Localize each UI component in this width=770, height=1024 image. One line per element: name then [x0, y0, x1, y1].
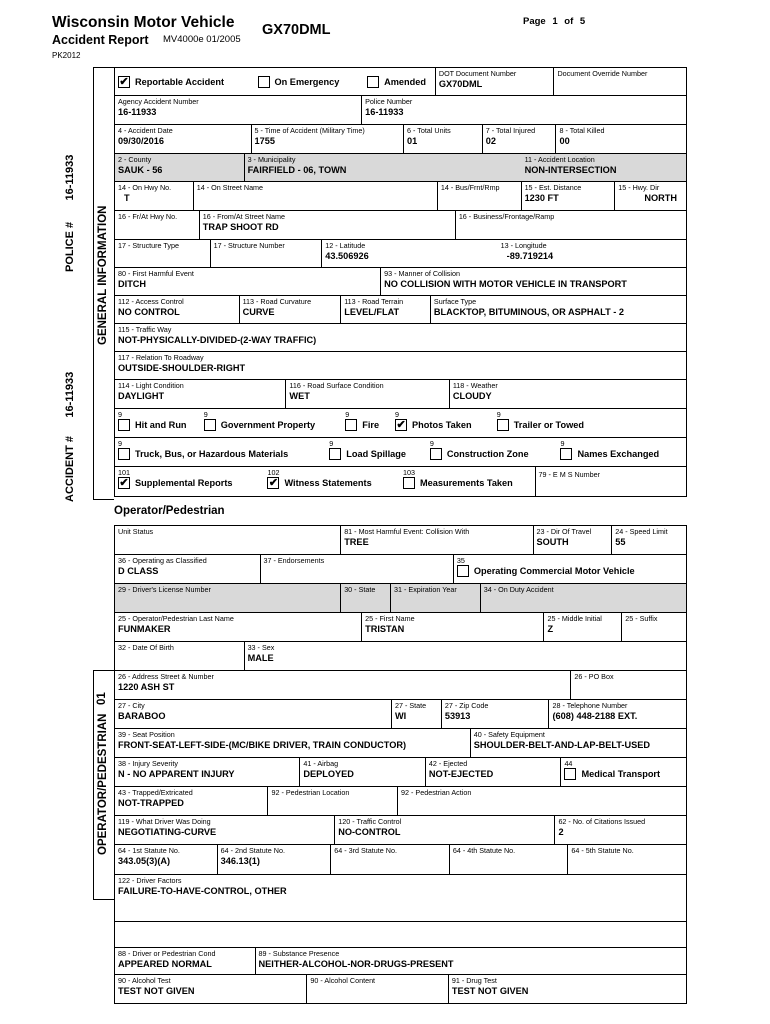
- traffic-control: NO-CONTROL: [338, 827, 401, 837]
- traffic-way: NOT-PHYSICALLY-DIVIDED-(2-WAY TRAFFIC): [118, 335, 317, 345]
- measurements-taken-label: Measurements Taken: [420, 478, 513, 488]
- middle-initial: Z: [547, 624, 554, 634]
- operator-label: OPERATOR/PEDESTRIAN: [97, 713, 109, 855]
- page-total: 5: [579, 16, 586, 27]
- on-emergency-label: On Emergency: [274, 77, 340, 87]
- field-number: 9: [429, 439, 434, 448]
- empty-box-icon: [497, 419, 509, 431]
- police-number-vertical: [64, 154, 78, 272]
- page-of-label: of: [564, 16, 574, 27]
- police-number-value: 16-11933: [365, 107, 404, 117]
- traffic-control-label: 120 - Traffic Control: [338, 817, 402, 826]
- dir-travel: SOUTH: [536, 537, 569, 547]
- last-name: FUNMAKER: [118, 624, 171, 634]
- relation-roadway: OUTSIDE-SHOULDER-RIGHT: [118, 363, 246, 373]
- police-number-label: Police Number: [365, 97, 413, 106]
- total-injured-label: 7 - Total Injured: [485, 126, 536, 135]
- statute-2-label: 64 - 2nd Statute No.: [220, 846, 285, 855]
- trailer-towed-checkbox[interactable]: [497, 419, 683, 431]
- empty-box-icon: [258, 76, 270, 88]
- construction-zone-label: Construction Zone: [446, 449, 529, 459]
- road-terrain-label: 113 - Road Terrain: [344, 297, 404, 306]
- endorsements-label: 37 - Endorsements: [263, 556, 325, 565]
- field-number: 102: [267, 468, 280, 477]
- empty-box-icon: [118, 419, 130, 431]
- truck-bus-label: Truck, Bus, or Hazardous Materials: [135, 449, 289, 459]
- license-state-label: 30 - State: [344, 585, 376, 594]
- alcohol-test-label: 90 - Alcohol Test: [118, 976, 171, 985]
- drug-test-label: 91 - Drug Test: [451, 976, 497, 985]
- injury-severity: N - NO APPARENT INJURY: [118, 769, 235, 779]
- ems-number-label: 79 - E M S Number: [538, 470, 601, 479]
- sex-label: 33 - Sex: [247, 643, 275, 652]
- police-number: 16-11933: [64, 154, 76, 201]
- commercial-vehicle-checkbox[interactable]: [457, 565, 683, 577]
- ejected-label: 42 - Ejected: [428, 759, 468, 768]
- field-number: 9: [118, 439, 122, 448]
- reportable-accident-checkbox[interactable]: [118, 76, 224, 88]
- safety-equipment-label: 40 - Safety Equipment: [473, 730, 545, 739]
- photos-taken-checkbox[interactable]: [395, 419, 491, 431]
- driver-cond: APPEARED NORMAL: [118, 959, 212, 969]
- on-hwy: T: [124, 193, 130, 203]
- accident-number: 16-11933: [64, 371, 76, 418]
- measurements-taken-checkbox[interactable]: [403, 477, 532, 489]
- road-curvature-label: 113 - Road Curvature: [242, 297, 312, 306]
- zip: 53913: [444, 711, 471, 721]
- gov-property-checkbox[interactable]: [204, 419, 340, 431]
- ejected: NOT-EJECTED: [428, 769, 494, 779]
- page-number: 1: [552, 16, 558, 27]
- manner-collision: NO COLLISION WITH MOTOR VEHICLE IN TRANSPORT: [384, 279, 627, 289]
- operator-heading: Operator/Pedestrian: [114, 505, 225, 517]
- names-exchanged-checkbox[interactable]: [560, 448, 683, 460]
- empty-box-icon: [564, 768, 576, 780]
- structure-number-label: 17 - Structure Number: [213, 241, 285, 250]
- accident-date-label: 4 - Accident Date: [118, 126, 173, 135]
- fr-hwy-label: 16 - Fr/At Hwy No.: [118, 212, 178, 221]
- classified-label: 36 - Operating as Classified: [118, 556, 207, 565]
- citations-label: 62 - No. of Citations Issued: [558, 817, 646, 826]
- accident-location-label: 11 - Accident Location: [524, 155, 595, 164]
- relation-roadway-label: 117 - Relation To Roadway: [118, 353, 204, 362]
- accident-time-label: 5 - Time of Accident (Military Time): [254, 126, 365, 135]
- empty-box-icon: [457, 565, 469, 577]
- structure-type-label: 17 - Structure Type: [118, 241, 179, 250]
- total-killed: 00: [559, 136, 570, 146]
- fr-street: TRAP SHOOT RD: [202, 222, 279, 232]
- amended-label: Amended: [384, 77, 426, 87]
- empty-box-icon: [430, 448, 442, 460]
- citations: 2: [558, 827, 564, 837]
- empty-box-icon: [329, 448, 341, 460]
- distance: 1230 FT: [524, 193, 559, 203]
- hwy-dir: NORTH: [644, 193, 677, 203]
- seat-position: FRONT-SEAT-LEFT-SIDE-(MC/BIKE DRIVER, TRAIN CONDUCTOR): [118, 740, 407, 750]
- agency-number-label: Agency Accident Number: [118, 97, 199, 106]
- statute-3-label: 64 - 3rd Statute No.: [334, 846, 397, 855]
- empty-box-icon: [118, 448, 130, 460]
- zip-label: 27 - Zip Code: [444, 701, 489, 710]
- accident-location: NON-INTERSECTION: [524, 165, 617, 175]
- drug-test: TEST NOT GIVEN: [451, 986, 529, 996]
- page-label: Page: [523, 16, 546, 27]
- weather: CLOUDY: [452, 391, 492, 401]
- witness-statements-label: Witness Statements: [284, 478, 372, 488]
- harmful-event: DITCH: [118, 279, 147, 289]
- hit-and-run-checkbox[interactable]: [118, 419, 198, 431]
- fr-street-label: 16 - From/At Street Name: [202, 212, 285, 221]
- manner-collision-label: 93 - Manner of Collision: [384, 269, 460, 278]
- on-hwy-label: 14 - On Hwy No.: [118, 183, 172, 192]
- statute-4-label: 64 - 4th Statute No.: [452, 846, 516, 855]
- field-number: 9: [395, 410, 400, 419]
- general-info-label: GENERAL INFORMATION: [97, 205, 109, 345]
- on-street-label: 14 - On Street Name: [196, 183, 264, 192]
- license-label: 29 - Driver's License Number: [118, 585, 211, 594]
- check-icon: ✔: [119, 477, 129, 489]
- field-number: 9: [329, 439, 334, 448]
- statute-2: 346.13(1): [220, 856, 260, 866]
- po-box-label: 26 - PO Box: [574, 672, 614, 681]
- address: 1220 ASH ST: [118, 682, 175, 692]
- empty-box-icon: [345, 419, 357, 431]
- city-label: 27 - City: [118, 701, 145, 710]
- witness-statements-checkbox[interactable]: [267, 477, 397, 489]
- photos-taken-label: Photos Taken: [412, 420, 472, 430]
- driver-factors-label: 122 - Driver Factors: [118, 876, 182, 885]
- statute-1-label: 64 - 1st Statute No.: [118, 846, 180, 855]
- state: WI: [395, 711, 407, 721]
- dir-travel-label: 23 - Dir Of Travel: [536, 527, 592, 536]
- operator-section: [114, 525, 687, 1004]
- alcohol-test: TEST NOT GIVEN: [118, 986, 195, 996]
- supplemental-reports-checkbox[interactable]: [118, 477, 261, 489]
- road-surface-label: 116 - Road Surface Condition: [289, 381, 384, 390]
- latitude-label: 12 - Latitude: [325, 241, 366, 250]
- first-name: TRISTAN: [365, 624, 405, 634]
- business-label: 16 - Business/Frontage/Ramp: [458, 212, 555, 221]
- load-spillage-checkbox[interactable]: [329, 448, 424, 460]
- pk-code: PK2012: [52, 51, 81, 60]
- collision-with-label: 81 - Most Harmful Event: Collision With: [344, 527, 470, 536]
- driver-cond-label: 88 - Driver or Pedestrian Cond: [118, 949, 216, 958]
- middle-initial-label: 25 - Middle Initial: [547, 614, 602, 623]
- speed-limit: 55: [615, 537, 626, 547]
- fire-checkbox[interactable]: [345, 419, 389, 431]
- bus-frnt-label: 14 - Bus/Frnt/Rmp: [440, 183, 500, 192]
- statute-5-label: 64 - 5th Statute No.: [571, 846, 634, 855]
- alcohol-content-label: 90 - Alcohol Content: [310, 976, 376, 985]
- driver-doing-label: 119 - What Driver Was Doing: [118, 817, 211, 826]
- road-terrain: LEVEL/FLAT: [344, 307, 400, 317]
- road-surface: WET: [289, 391, 310, 401]
- total-killed-label: 8 - Total Killed: [559, 126, 605, 135]
- expiration-label: 31 - Expiration Year: [394, 585, 457, 594]
- empty-box-icon: [403, 477, 415, 489]
- light-condition-label: 114 - Light Condition: [118, 381, 184, 390]
- operator-number: 01: [96, 692, 108, 705]
- accident-time: 1755: [254, 136, 275, 146]
- report-subtitle: Accident Report: [52, 33, 149, 47]
- accident-date: 09/30/2016: [118, 136, 164, 146]
- sex: MALE: [247, 653, 274, 663]
- reportable-label: Reportable Accident: [135, 77, 224, 87]
- access-control: NO CONTROL: [118, 307, 180, 317]
- field-number: 9: [560, 439, 565, 448]
- accident-number-vertical: [64, 371, 78, 502]
- agency-number: 16-11933: [118, 107, 157, 117]
- total-units: 01: [406, 136, 418, 146]
- check-icon: ✔: [396, 419, 406, 431]
- speed-limit-label: 24 - Speed Limit: [615, 527, 668, 536]
- phone-label: 28 - Telephone Number: [552, 701, 628, 710]
- weather-label: 118 - Weather: [452, 381, 498, 390]
- trapped-label: 43 - Trapped/Extricated: [118, 788, 193, 797]
- county: SAUK - 56: [118, 165, 163, 175]
- page-indicator: [523, 16, 585, 27]
- longitude: -89.719214: [506, 251, 554, 261]
- unit-status-label: Unit Status: [118, 527, 154, 536]
- field-number: 9: [345, 410, 350, 419]
- general-information-section: [114, 67, 687, 497]
- injury-severity-label: 38 - Injury Severity: [118, 759, 178, 768]
- last-name-label: 25 - Operator/Pedestrian Last Name: [118, 614, 234, 623]
- medical-transport-label: Medical Transport: [581, 769, 661, 779]
- fire-label: Fire: [362, 420, 380, 430]
- municipality-label: 3 - Municipality: [247, 155, 296, 164]
- field-number: 101: [118, 468, 130, 477]
- road-curvature: CURVE: [242, 307, 275, 317]
- safety-equipment: SHOULDER-BELT-AND-LAP-BELT-USED: [473, 740, 651, 750]
- empty-box-icon: [204, 419, 216, 431]
- traffic-way-label: 115 - Traffic Way: [118, 325, 172, 334]
- city: BARABOO: [118, 711, 166, 721]
- report-title: Wisconsin Motor Vehicle: [52, 14, 235, 31]
- load-spillage-label: Load Spillage: [346, 449, 406, 459]
- pedestrian-location-label: 92 - Pedestrian Location: [271, 788, 350, 797]
- police-label: POLICE #: [64, 221, 76, 272]
- hit-and-run-label: Hit and Run: [135, 420, 187, 430]
- field-number: 9: [203, 410, 208, 419]
- amended-checkbox[interactable]: [367, 76, 426, 88]
- override-label: Document Override Number: [557, 69, 648, 78]
- dot-doc-value: GX70DML: [438, 79, 483, 89]
- distance-label: 15 - Est. Distance: [524, 183, 582, 192]
- classified: D CLASS: [118, 566, 159, 576]
- light-condition: DAYLIGHT: [118, 391, 165, 401]
- substance-label: 89 - Substance Presence: [258, 949, 340, 958]
- on-duty-label: 34 - On Duty Accident: [483, 585, 554, 594]
- substance: NEITHER-ALCOHOL-NOR-DRUGS-PRESENT: [258, 959, 454, 969]
- construction-zone-checkbox[interactable]: [430, 448, 555, 460]
- supplemental-reports-label: Supplemental Reports: [135, 478, 233, 488]
- driver-factors: FAILURE-TO-HAVE-CONTROL, OTHER: [118, 886, 287, 896]
- form-code: MV4000e 01/2005: [163, 34, 241, 45]
- document-id: GX70DML: [262, 22, 331, 38]
- seat-position-label: 39 - Seat Position: [118, 730, 175, 739]
- truck-bus-checkbox[interactable]: [118, 448, 323, 460]
- total-injured: 02: [485, 136, 496, 146]
- empty-box-icon: [367, 76, 379, 88]
- collision-with: TREE: [344, 537, 369, 547]
- dot-doc-label: DOT Document Number: [438, 69, 517, 78]
- trailer-towed-label: Trailer or Towed: [513, 420, 584, 430]
- latitude: 43.506926: [325, 251, 369, 261]
- address-label: 26 - Address Street & Number: [118, 672, 214, 681]
- field-number: 103: [403, 468, 415, 477]
- total-units-label: 6 - Total Units: [406, 126, 451, 135]
- airbag: DEPLOYED: [303, 769, 354, 779]
- surface-type: BLACKTOP, BITUMINOUS, OR ASPHALT - 2: [433, 307, 624, 317]
- empty-box-icon: [560, 448, 572, 460]
- check-icon: ✔: [119, 76, 129, 88]
- airbag-label: 41 - Airbag: [303, 759, 339, 768]
- on-emergency-checkbox[interactable]: [258, 76, 340, 88]
- phone: (608) 448-2188 EXT.: [552, 711, 638, 721]
- driver-doing: NEGOTIATING-CURVE: [118, 827, 217, 837]
- dob-label: 32 - Date Of Birth: [118, 643, 174, 652]
- field-number: 44: [564, 759, 573, 768]
- harmful-event-label: 80 - First Harmful Event: [118, 269, 194, 278]
- county-label: 2 - County: [118, 155, 152, 164]
- trapped: NOT-TRAPPED: [118, 798, 184, 808]
- hwy-dir-label: 15 - Hwy. Dir: [618, 183, 660, 192]
- pedestrian-action-label: 92 - Pedestrian Action: [401, 788, 472, 797]
- municipality: FAIRFIELD - 06, TOWN: [247, 165, 347, 175]
- suffix-label: 25 - Suffix: [625, 614, 658, 623]
- field-number: 9: [496, 410, 501, 419]
- commercial-vehicle-label: Operating Commercial Motor Vehicle: [473, 566, 635, 576]
- accident-label: ACCIDENT #: [64, 435, 76, 502]
- field-number: 35: [456, 556, 465, 565]
- longitude-label: 13 - Longitude: [500, 241, 547, 250]
- state-label: 27 - State: [395, 701, 427, 710]
- gov-property-label: Government Property: [220, 420, 316, 430]
- access-control-label: 112 - Access Control: [118, 297, 184, 306]
- medical-transport-checkbox[interactable]: [564, 768, 683, 780]
- first-name-label: 25 - First Name: [365, 614, 415, 623]
- surface-type-label: Surface Type: [433, 297, 477, 306]
- check-icon: ✔: [268, 477, 279, 489]
- field-number: 9: [118, 410, 122, 419]
- names-exchanged-label: Names Exchanged: [577, 449, 660, 459]
- statute-1: 343.05(3)(A): [118, 856, 171, 866]
